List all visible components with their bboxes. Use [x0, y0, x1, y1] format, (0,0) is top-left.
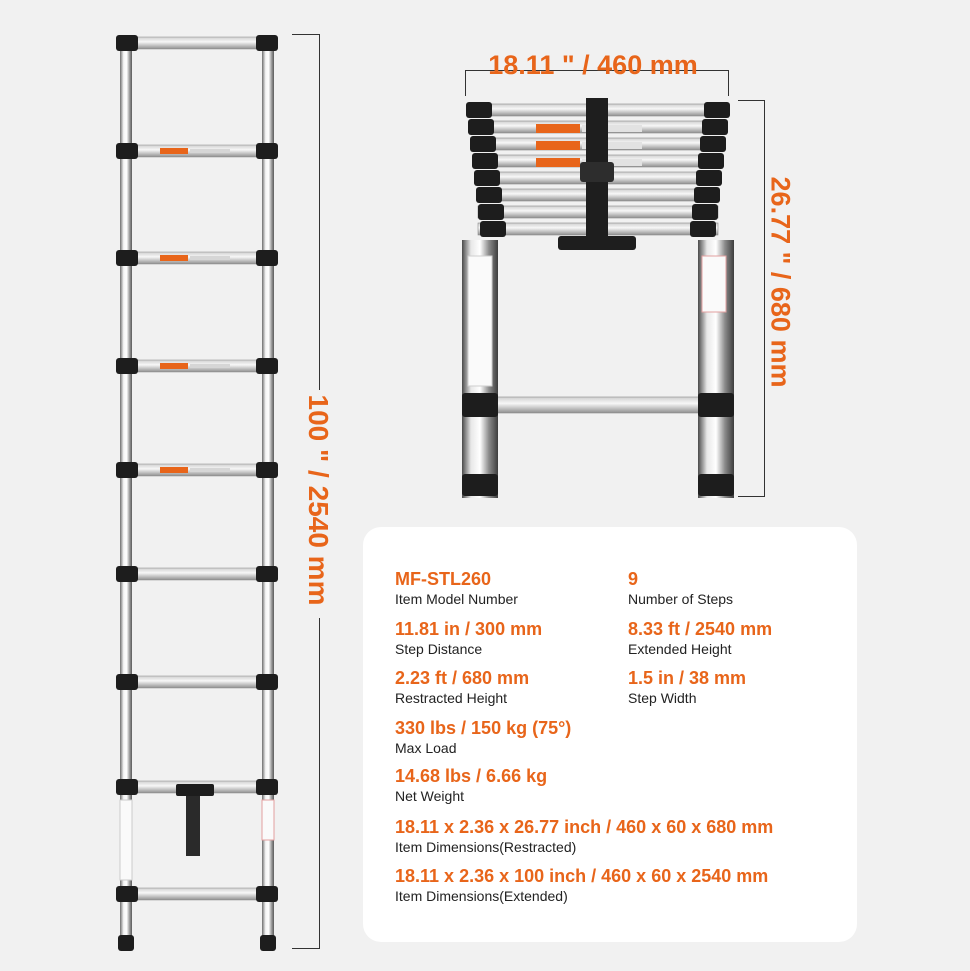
- spec-value: 18.11 x 2.36 x 26.77 inch / 460 x 60 x 680 mm: [395, 817, 774, 837]
- left-foot: [462, 474, 498, 496]
- spec-label: Item Model Number: [395, 591, 518, 607]
- danger-sticker: [536, 124, 580, 133]
- bottom-clip-left: [462, 393, 498, 417]
- stacked-clip-left: [468, 119, 494, 135]
- stacked-clip-right: [694, 187, 720, 203]
- stacked-clip-right: [696, 170, 722, 186]
- spec-value: 9: [628, 569, 639, 589]
- spec-value: 18.11 x 2.36 x 100 inch / 460 x 60 x 2540 mm: [395, 866, 769, 886]
- stacked-clip-left: [478, 204, 504, 220]
- spec-value: MF-STL260: [395, 569, 492, 589]
- safety-label-left: [468, 256, 492, 386]
- stacked-clip-left: [474, 170, 500, 186]
- spec-net-weight: [395, 766, 547, 805]
- spec-value: 8.33 ft / 2540 mm: [628, 619, 773, 639]
- spec-retracted-height: [395, 668, 529, 707]
- spec-label: Number of Steps: [628, 591, 734, 607]
- spec-dimensions-extended: [395, 866, 768, 905]
- spec-label: Item Dimensions(Extended): [395, 888, 568, 904]
- spec-label: Extended Height: [628, 641, 732, 657]
- spec-label: Net Weight: [395, 788, 464, 804]
- stacked-clip-right: [690, 221, 716, 237]
- retracted-dimension-cap-bottom: [738, 496, 765, 497]
- spec-steps: [628, 569, 733, 608]
- spec-extended-height: [628, 619, 772, 658]
- spec-dimensions-retracted: [395, 817, 773, 856]
- bottom-rung: [478, 397, 718, 413]
- spec-value: 2.23 ft / 680 mm: [395, 668, 530, 688]
- spec-value: 14.68 lbs / 6.66 kg: [395, 766, 548, 786]
- stacked-clip-right: [700, 136, 726, 152]
- spec-label: Step Width: [628, 690, 697, 706]
- strap-buckle: [580, 162, 614, 182]
- spec-value: 330 lbs / 150 kg (75°): [395, 718, 572, 738]
- spec-step-distance: [395, 619, 542, 658]
- extended-height-label: 100 " / 2540 mm: [303, 394, 334, 606]
- stacked-clip-left: [470, 136, 496, 152]
- spec-label: Item Dimensions(Restracted): [395, 839, 577, 855]
- stacked-clip-right: [698, 153, 724, 169]
- spec-value: 11.81 in / 300 mm: [395, 619, 543, 639]
- stacked-clip-left: [472, 153, 498, 169]
- spec-panel: [363, 527, 857, 942]
- stacked-clip-right: [702, 119, 728, 135]
- width-dimension-cap-right: [728, 70, 729, 96]
- spec-model: [395, 569, 518, 608]
- stacked-clip-right: [692, 204, 718, 220]
- safety-label-right: [702, 256, 726, 312]
- stacked-clip-left: [480, 221, 506, 237]
- bottom-clip-right: [698, 393, 734, 417]
- spec-value: 1.5 in / 38 mm: [628, 668, 747, 688]
- spec-max-load: [395, 718, 571, 757]
- stacked-clip-right: [704, 102, 730, 118]
- right-foot: [698, 474, 734, 496]
- stacked-clip-left: [466, 102, 492, 118]
- strap-handle: [558, 236, 636, 250]
- width-label: 18.11 " / 460 mm: [488, 50, 698, 80]
- danger-sticker: [536, 141, 580, 150]
- retracted-dimension-cap-top: [738, 100, 765, 101]
- width-dimension-cap-left: [465, 70, 466, 96]
- spec-step-width: [628, 668, 746, 707]
- retracted-height-label: 26.77 " / 680 mm: [765, 176, 796, 388]
- spec-label: Max Load: [395, 740, 457, 756]
- danger-sticker: [536, 158, 580, 167]
- spec-label: Restracted Height: [395, 690, 508, 706]
- spec-label: Step Distance: [395, 641, 483, 657]
- stacked-clip-left: [476, 187, 502, 203]
